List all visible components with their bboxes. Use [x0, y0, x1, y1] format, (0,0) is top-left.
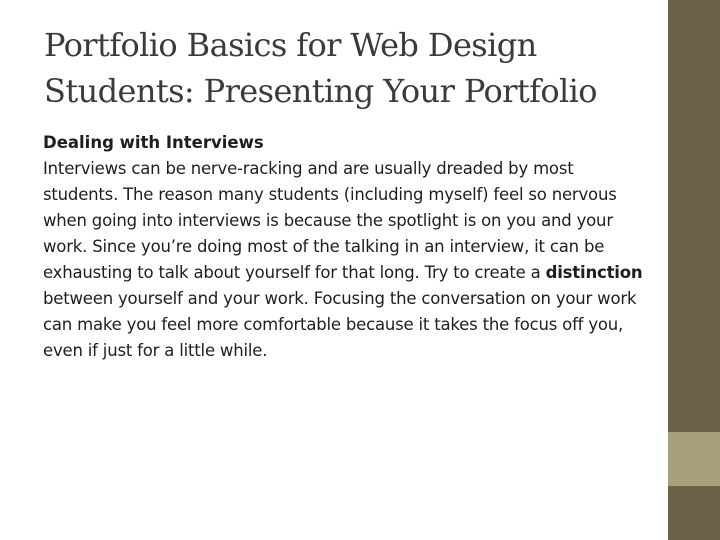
- section-heading: Dealing with Interviews: [43, 133, 264, 152]
- slide-title-line-2: Students: Presenting Your Portfolio: [44, 72, 597, 110]
- slide-content: [43, 130, 653, 364]
- paragraph-emphasis: distinction: [545, 263, 643, 282]
- slide-title: [44, 22, 654, 114]
- body-paragraph: [43, 156, 653, 364]
- paragraph-text-after: between yourself and your work. Focusing the conversation on your work can make you feel more comfortable because it takes the focus off you, even if just for a little while.: [43, 289, 637, 360]
- slide-title-line-1: Portfolio Basics for Web Design: [44, 26, 537, 64]
- paragraph-text-before: Interviews can be nerve-racking and are usually dreaded by most students. The reason many students (including myself) feel so nervous when going into interviews is because the spotlight is on you and your work. Since you’re doing most of the talking in an interview, it can be exhausting to talk about yourself for that long. Try to create a: [43, 159, 617, 282]
- sidebar-accent-block: [668, 432, 720, 486]
